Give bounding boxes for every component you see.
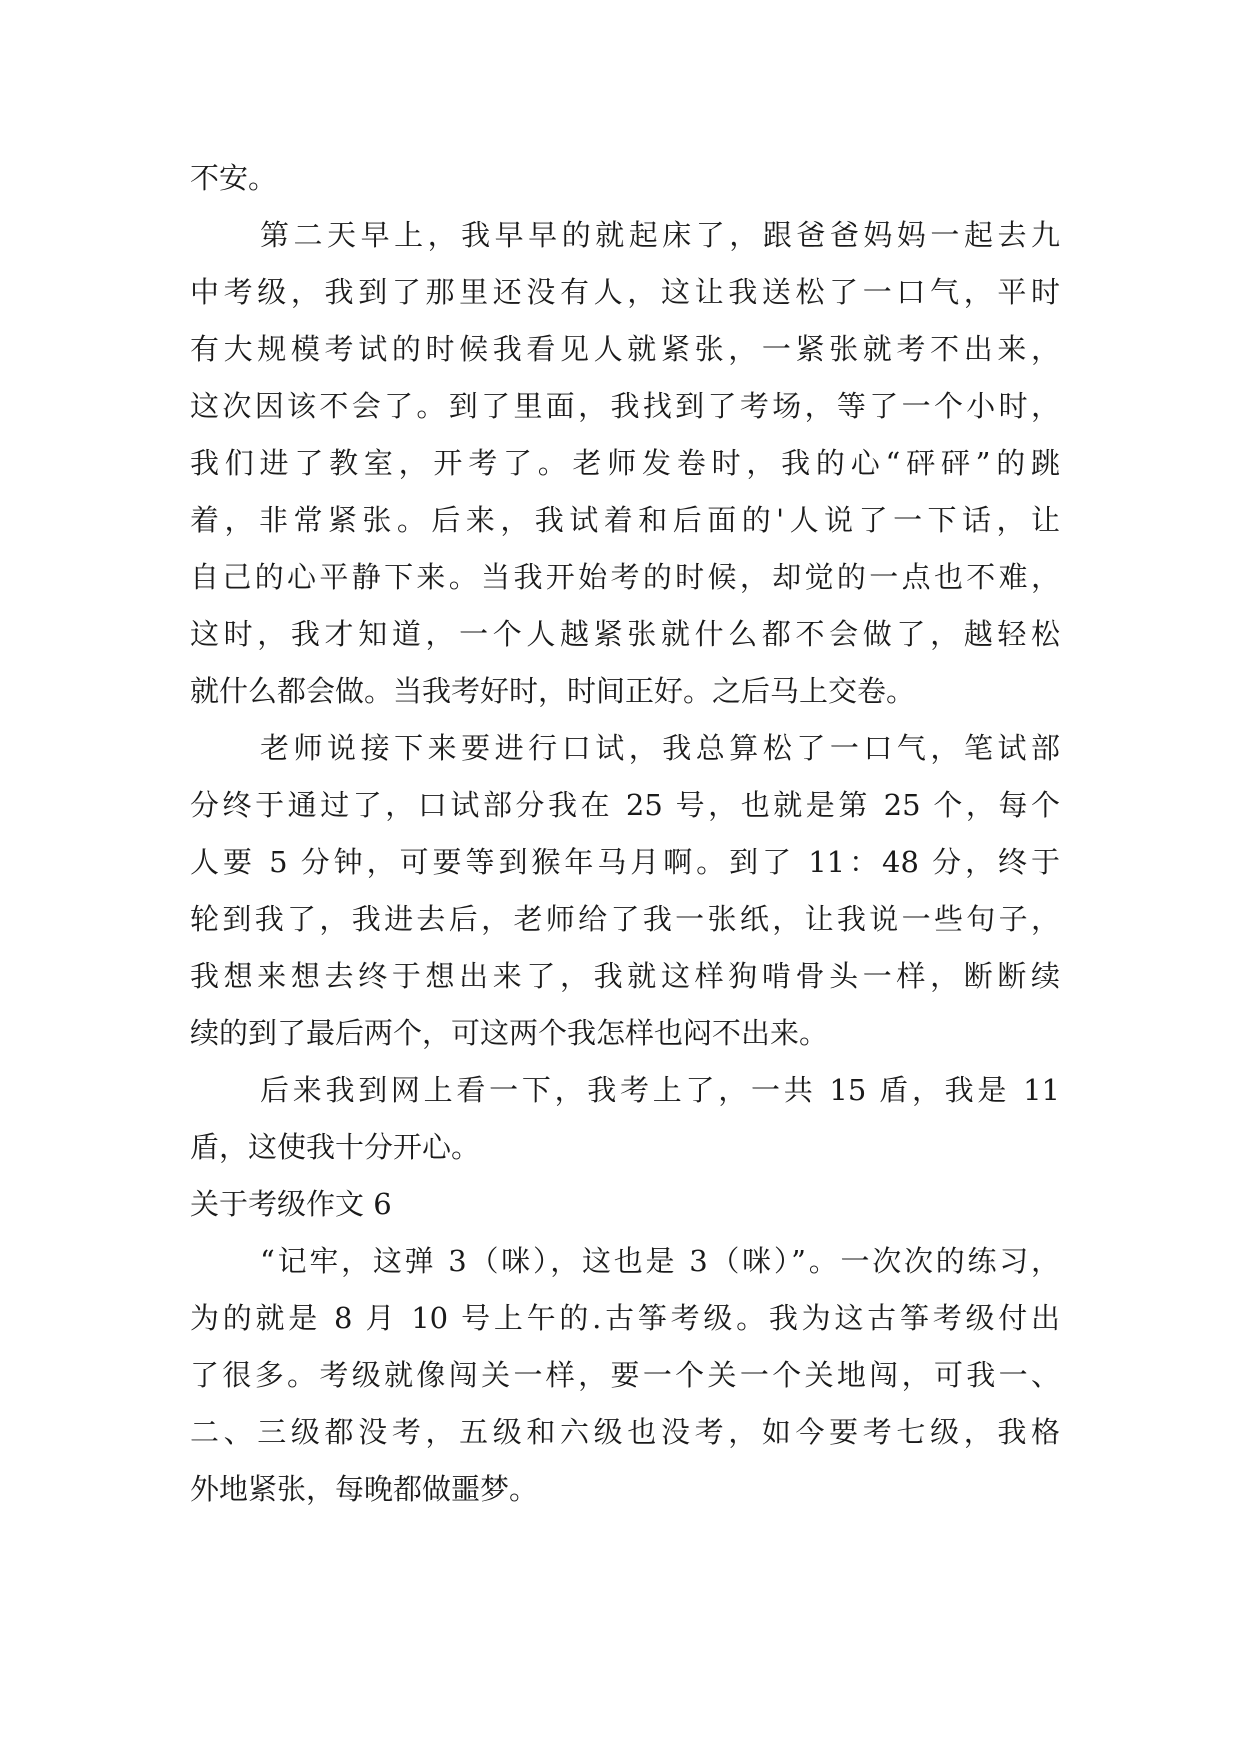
paragraph-start-line: 第二天早上，我早早的就起床了，跟爸爸妈妈一起去九 <box>260 218 1060 252</box>
text-line: 有大规模考试的时候我看见人就紧张，一紧张就考不出来， <box>190 332 1060 366</box>
text-line: 盾，这使我十分开心。 <box>190 1130 481 1164</box>
text-line: 这次因该不会了。到了里面，我找到了考场，等了一个小时， <box>190 389 1060 423</box>
text-line: 我想来想去终于想出来了，我就这样狗啃骨头一样，断断续 <box>190 959 1060 993</box>
text-line: 外地紧张，每晚都做噩梦。 <box>190 1472 539 1506</box>
text-line: 为的就是 8 月 10 号上午的.古筝考级。我为这古筝考级付出 <box>190 1301 1060 1335</box>
text-line: 这时，我才知道，一个人越紧张就什么都不会做了，越轻松 <box>190 617 1060 651</box>
text-line: 了很多。考级就像闯关一样，要一个关一个关地闯，可我一、 <box>190 1358 1060 1392</box>
text-line: 自己的心平静下来。当我开始考的时候，却觉的一点也不难， <box>190 560 1060 594</box>
text-line: 就什么都会做。当我考好时，时间正好。之后马上交卷。 <box>190 674 916 708</box>
text-line: 分终于通过了，口试部分我在 25 号，也就是第 25 个，每个 <box>190 788 1060 822</box>
text-line: 人要 5 分钟，可要等到猴年马月啊。到了 11：48 分，终于 <box>190 845 1060 879</box>
text-line: 中考级，我到了那里还没有人，这让我送松了一口气，平时 <box>190 275 1060 309</box>
text-line: 我们进了教室，开考了。老师发卷时，我的心“砰砰”的跳 <box>190 446 1060 480</box>
text-line: 不安。 <box>190 161 278 195</box>
text-line: 着，非常紧张。后来，我试着和后面的'人说了一下话，让 <box>190 503 1060 537</box>
text-line: 轮到我了，我进去后，老师给了我一张纸，让我说一些句子， <box>190 902 1060 936</box>
paragraph-start-line: 老师说接下来要进行口试，我总算松了一口气，笔试部 <box>260 731 1060 765</box>
text-line: 二、三级都没考，五级和六级也没考，如今要考七级，我格 <box>190 1415 1060 1449</box>
section-title: 关于考级作文 6 <box>190 1187 392 1221</box>
paragraph-start-line: 后来我到网上看一下，我考上了，一共 15 盾，我是 11 <box>260 1073 1060 1107</box>
paragraph-start-line: “记牢，这弹 3（咪），这也是 3（咪）”。一次次的练习， <box>260 1244 1060 1278</box>
text-line: 续的到了最后两个，可这两个我怎样也闷不出来。 <box>190 1016 829 1050</box>
